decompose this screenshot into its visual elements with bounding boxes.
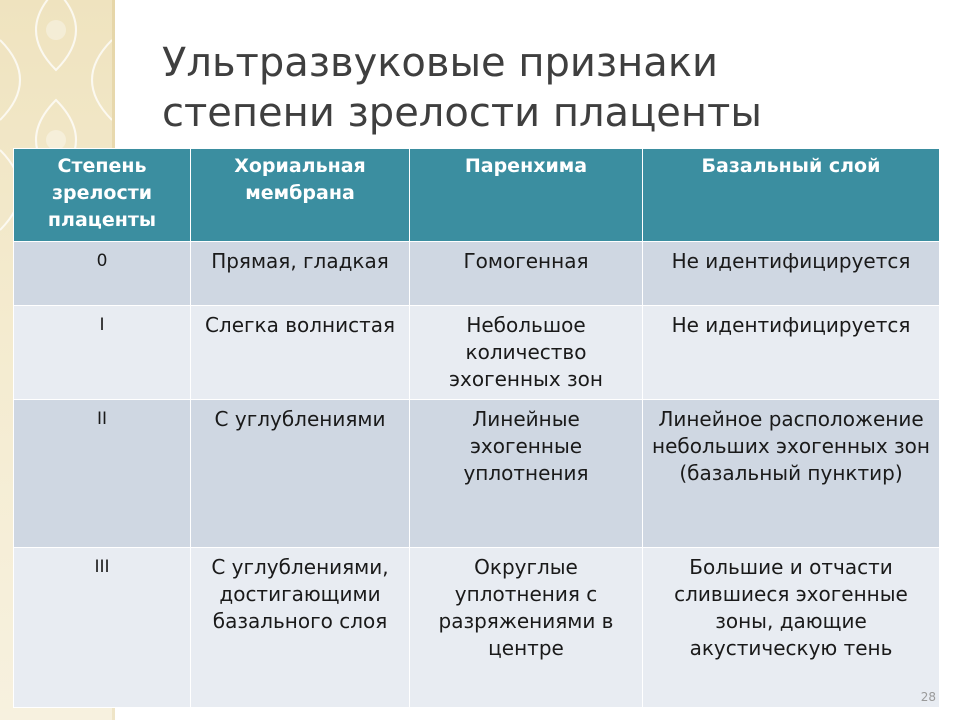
header-maturity-grade: Степень зрелости плаценты <box>14 149 191 242</box>
cell-chorionic-membrane: Слегка волнистая <box>191 306 410 400</box>
cell-chorionic-membrane: Прямая, гладкая <box>191 242 410 306</box>
table-row <box>14 548 940 708</box>
slide-title-line-1: Ультразвуковые признаки <box>162 40 718 86</box>
cell-parenchyma: Округлые уплотнения с разряжениями в центре <box>410 548 643 708</box>
cell-basal-layer: Не идентифицируется <box>643 306 940 400</box>
cell-grade: I <box>14 306 191 400</box>
cell-chorionic-membrane: С углублениями <box>191 400 410 548</box>
header-parenchyma: Паренхима <box>410 149 643 242</box>
cell-parenchyma: Гомогенная <box>410 242 643 306</box>
cell-basal-layer: Большие и отчасти слившиеся эхогенные зоны, дающие акустическую тень <box>643 548 940 708</box>
table-row <box>14 306 940 400</box>
slide-title-line-2: степени зрелости плаценты <box>162 90 762 136</box>
cell-grade: 0 <box>14 242 191 306</box>
table-row <box>14 242 940 306</box>
cell-chorionic-membrane: С углублениями, достигающими базального слоя <box>191 548 410 708</box>
cell-parenchyma: Линейные эхогенные уплотнения <box>410 400 643 548</box>
cell-basal-layer: Линейное расположение небольших эхогенных зон (базальный пунктир) <box>643 400 940 548</box>
header-basal-layer: Базальный слой <box>643 149 940 242</box>
header-chorionic-membrane: Хориальная мембрана <box>191 149 410 242</box>
cell-grade: II <box>14 400 191 548</box>
slide-title <box>162 38 922 138</box>
cell-parenchyma: Небольшое количество эхогенных зон <box>410 306 643 400</box>
table-row <box>14 400 940 548</box>
cell-basal-layer: Не идентифицируется <box>643 242 940 306</box>
maturity-table <box>13 148 940 708</box>
page-number: 28 <box>920 690 936 704</box>
table-header-row <box>14 149 940 242</box>
cell-grade: III <box>14 548 191 708</box>
